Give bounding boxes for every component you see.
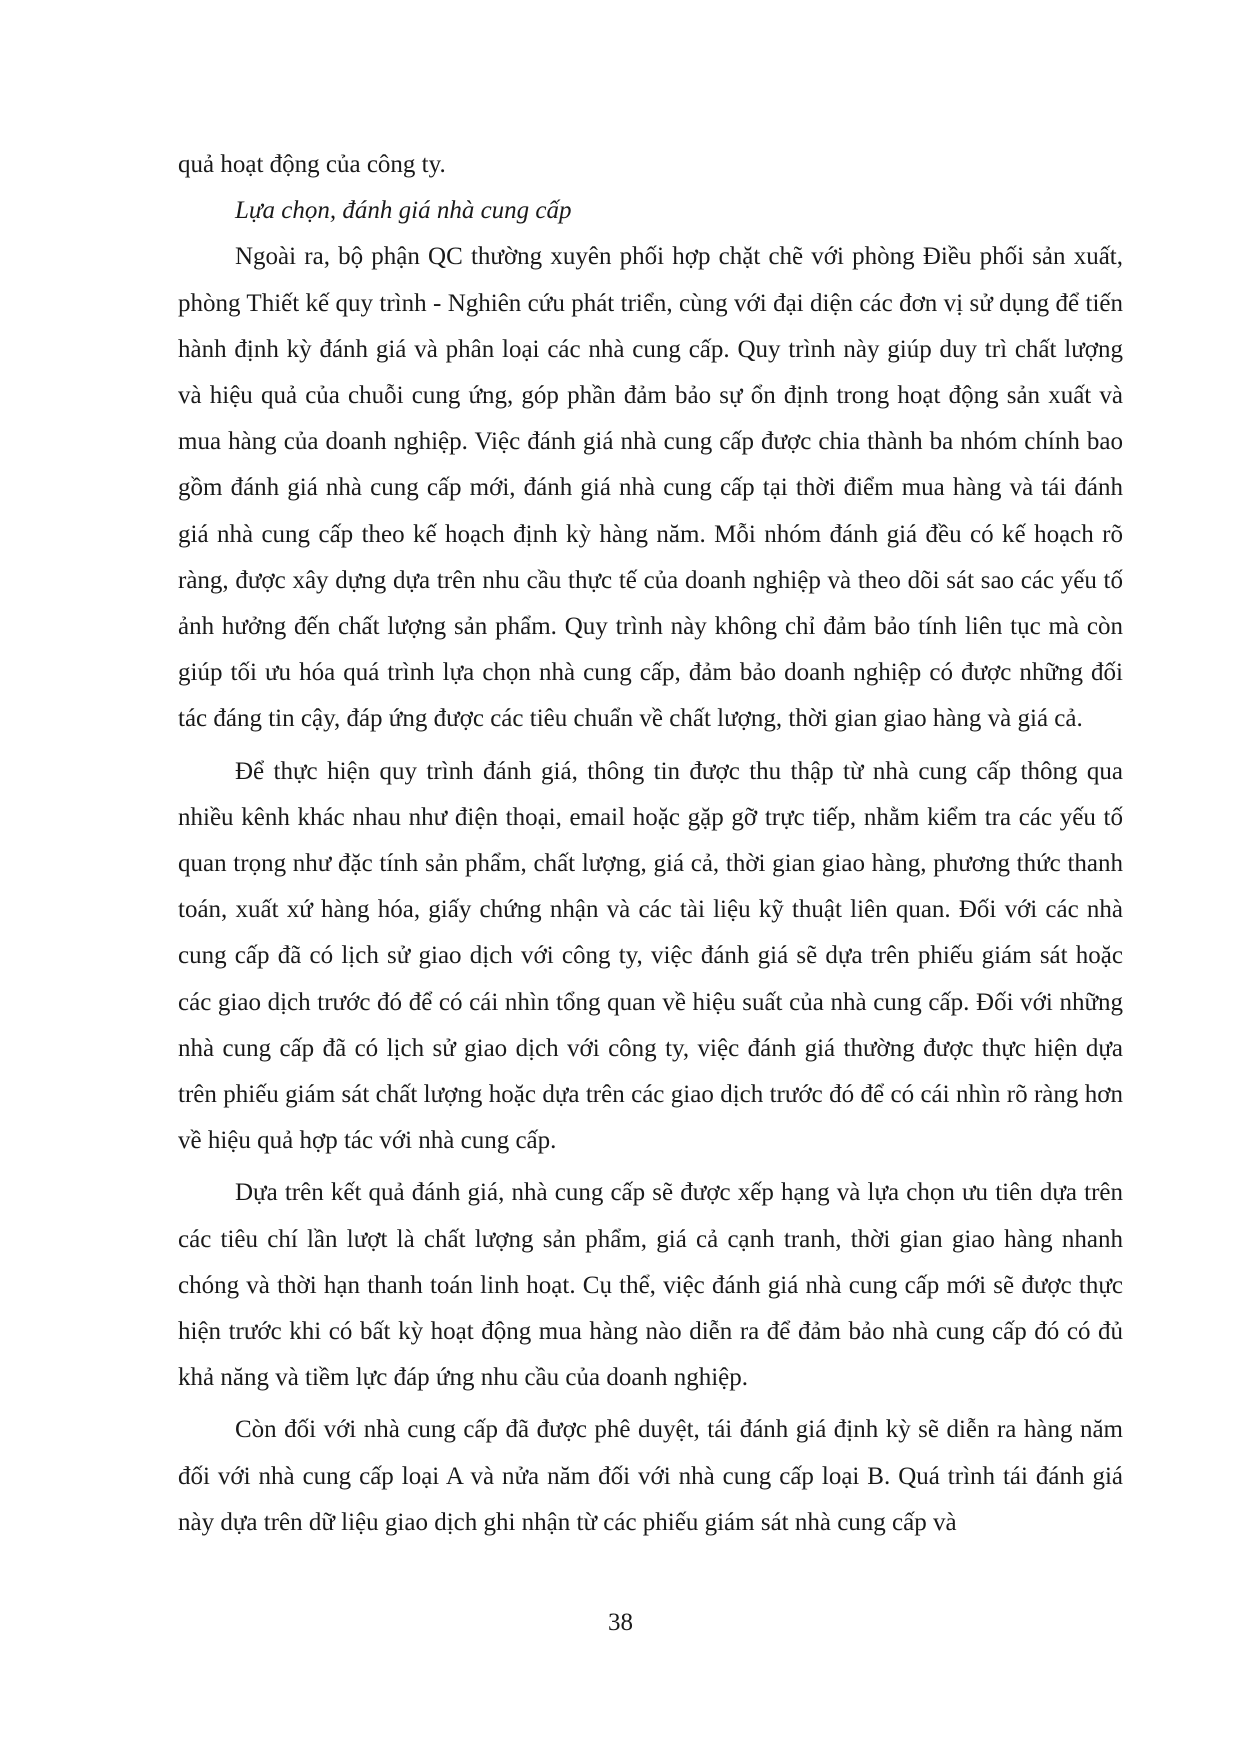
continuation-text: quả hoạt động của công ty. bbox=[178, 151, 446, 178]
paragraph-information-collection: Để thực hiện quy trình đánh giá, thông tin được thu thập từ nhà cung cấp thông qua nhiều kênh khác nhau như điện thoại, email hoặc gặp gỡ trực tiếp, nhằm kiểm tra các yếu tố quan trọng như đặc tính sản phẩm, chất lượng, giá cả, thời gian giao hàng, phương thức thanh toán, xuất xứ hàng hóa, giấy chứng nhận và các tài liệu kỹ thuật liên quan. Đối với các nhà cung cấp đã có lịch sử giao dịch với công ty, việc đánh giá sẽ dựa trên phiếu giám sát hoặc các giao dịch trước đó để có cái nhìn tổng quan về hiệu suất của nhà cung cấp. Đối với những nhà cung cấp đã có lịch sử giao dịch với công ty, việc đánh giá thường được thực hiện dựa trên phiếu giám sát chất lượng hoặc dựa trên các giao dịch trước đó để có cái nhìn rõ ràng hơn về hiệu quả hợp tác với nhà cung cấp. bbox=[178, 757, 1123, 1155]
paragraph-ranking-criteria: Dựa trên kết quả đánh giá, nhà cung cấp sẽ được xếp hạng và lựa chọn ưu tiên dựa trên các tiêu chí lần lượt là chất lượng sản phẩm, giá cả cạnh tranh, thời gian giao hàng nhanh chóng và thời hạn thanh toán linh hoạt. Cụ thể, việc đánh giá nhà cung cấp mới sẽ được thực hiện trước khi có bất kỳ hoạt động mua hàng nào diễn ra để đảm bảo nhà cung cấp đó có đủ khả năng và tiềm lực đáp ứng nhu cầu của doanh nghiệp. bbox=[178, 1179, 1123, 1392]
document-body bbox=[178, 142, 1123, 1546]
paragraph-supplier-evaluation-intro: Ngoài ra, bộ phận QC thường xuyên phối hợp chặt chẽ với phòng Điều phối sản xuất, phòng Thiết kế quy trình - Nghiên cứu phát triển, cùng với đại diện các đơn vị sử dụng để tiến hành định kỳ đánh giá và phân loại các nhà cung cấp. Quy trình này giúp duy trì chất lượng và hiệu quả của chuỗi cung ứng, góp phần đảm bảo sự ổn định trong hoạt động sản xuất và mua hàng của doanh nghiệp. Việc đánh giá nhà cung cấp được chia thành ba nhóm chính bao gồm đánh giá nhà cung cấp mới, đánh giá nhà cung cấp tại thời điểm mua hàng và tái đánh giá nhà cung cấp theo kế hoạch định kỳ hàng năm. Mỗi nhóm đánh giá đều có kế hoạch rõ ràng, được xây dựng dựa trên nhu cầu thực tế của doanh nghiệp và theo dõi sát sao các yếu tố ảnh hưởng đến chất lượng sản phẩm. Quy trình này không chỉ đảm bảo tính liên tục mà còn giúp tối ưu hóa quá trình lựa chọn nhà cung cấp, đảm bảo doanh nghiệp có được những đối tác đáng tin cậy, đáp ứng được các tiêu chuẩn về chất lượng, thời gian giao hàng và giá cả. bbox=[178, 243, 1123, 733]
section-heading: Lựa chọn, đánh giá nhà cung cấp bbox=[235, 197, 572, 225]
page-number: 38 bbox=[608, 1609, 633, 1636]
paragraph-periodic-reevaluation: Còn đối với nhà cung cấp đã được phê duyệt, tái đánh giá định kỳ sẽ diễn ra hàng năm đối với nhà cung cấp loại A và nửa năm đối với nhà cung cấp loại B. Quá trình tái đánh giá này dựa trên dữ liệu giao dịch ghi nhận từ các phiếu giám sát nhà cung cấp và bbox=[178, 1416, 1123, 1536]
